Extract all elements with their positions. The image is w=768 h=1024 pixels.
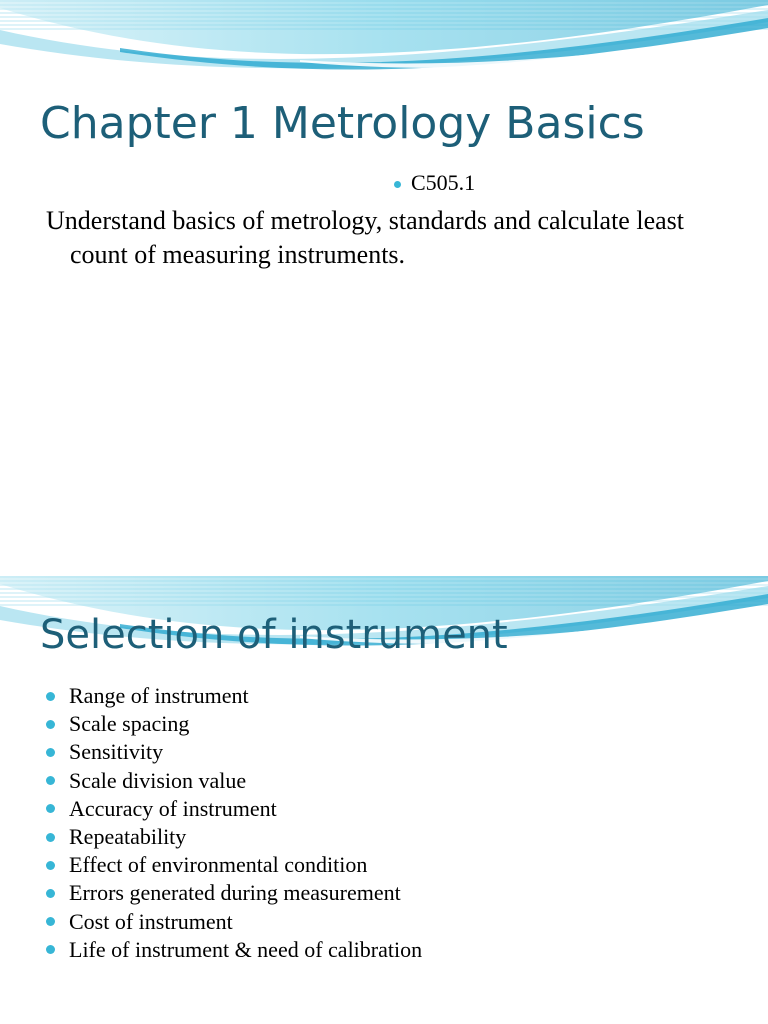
course-outcome-bullet	[394, 170, 475, 196]
list-item	[46, 936, 422, 964]
list-item	[46, 851, 422, 879]
list-item-text: Accuracy of instrument	[69, 795, 277, 821]
list-item-text: Scale spacing	[69, 711, 190, 737]
list-item-text: Cost of instrument	[69, 908, 233, 934]
bullet-dot-icon	[46, 889, 55, 898]
list-item-text: Repeatability	[69, 824, 187, 850]
slide-title: Chapter 1 Metrology Basics	[40, 98, 645, 149]
wave-header-decoration	[0, 0, 768, 80]
list-item	[46, 795, 422, 823]
bullet-dot-icon	[394, 181, 401, 188]
list-item	[46, 682, 422, 710]
bullet-dot-icon	[46, 720, 55, 729]
list-item	[46, 823, 422, 851]
bullet-dot-icon	[46, 804, 55, 813]
bullet-dot-icon	[46, 861, 55, 870]
list-item-text: Scale division value	[69, 767, 247, 793]
list-item	[46, 767, 422, 795]
bullet-dot-icon	[46, 776, 55, 785]
list-item-text: Range of instrument	[69, 683, 249, 708]
instrument-selection-list	[46, 682, 422, 964]
list-item	[46, 738, 422, 766]
list-item	[46, 879, 422, 907]
bullet-dot-icon	[46, 917, 55, 926]
slide-title: Selection of instrument	[40, 612, 508, 658]
bullet-dot-icon	[46, 833, 55, 842]
list-item	[46, 710, 422, 738]
list-item-text: Sensitivity	[69, 739, 164, 765]
body-paragraph: Understand basics of metrology, standards and calculate least count of measuring instruments.	[46, 206, 684, 269]
bullet-dot-icon	[46, 692, 55, 701]
bullet-dot-icon	[46, 945, 55, 954]
bullet-dot-icon	[46, 748, 55, 757]
list-item-text: Life of instrument & need of calibration	[69, 936, 423, 962]
course-outcome-code: C505.1	[411, 170, 476, 195]
slide-body-text	[46, 204, 736, 272]
list-item-text: Errors generated during measurement	[69, 880, 401, 906]
slide-2	[0, 576, 768, 1024]
list-item-text: Effect of environmental condition	[69, 852, 368, 878]
list-item	[46, 908, 422, 936]
